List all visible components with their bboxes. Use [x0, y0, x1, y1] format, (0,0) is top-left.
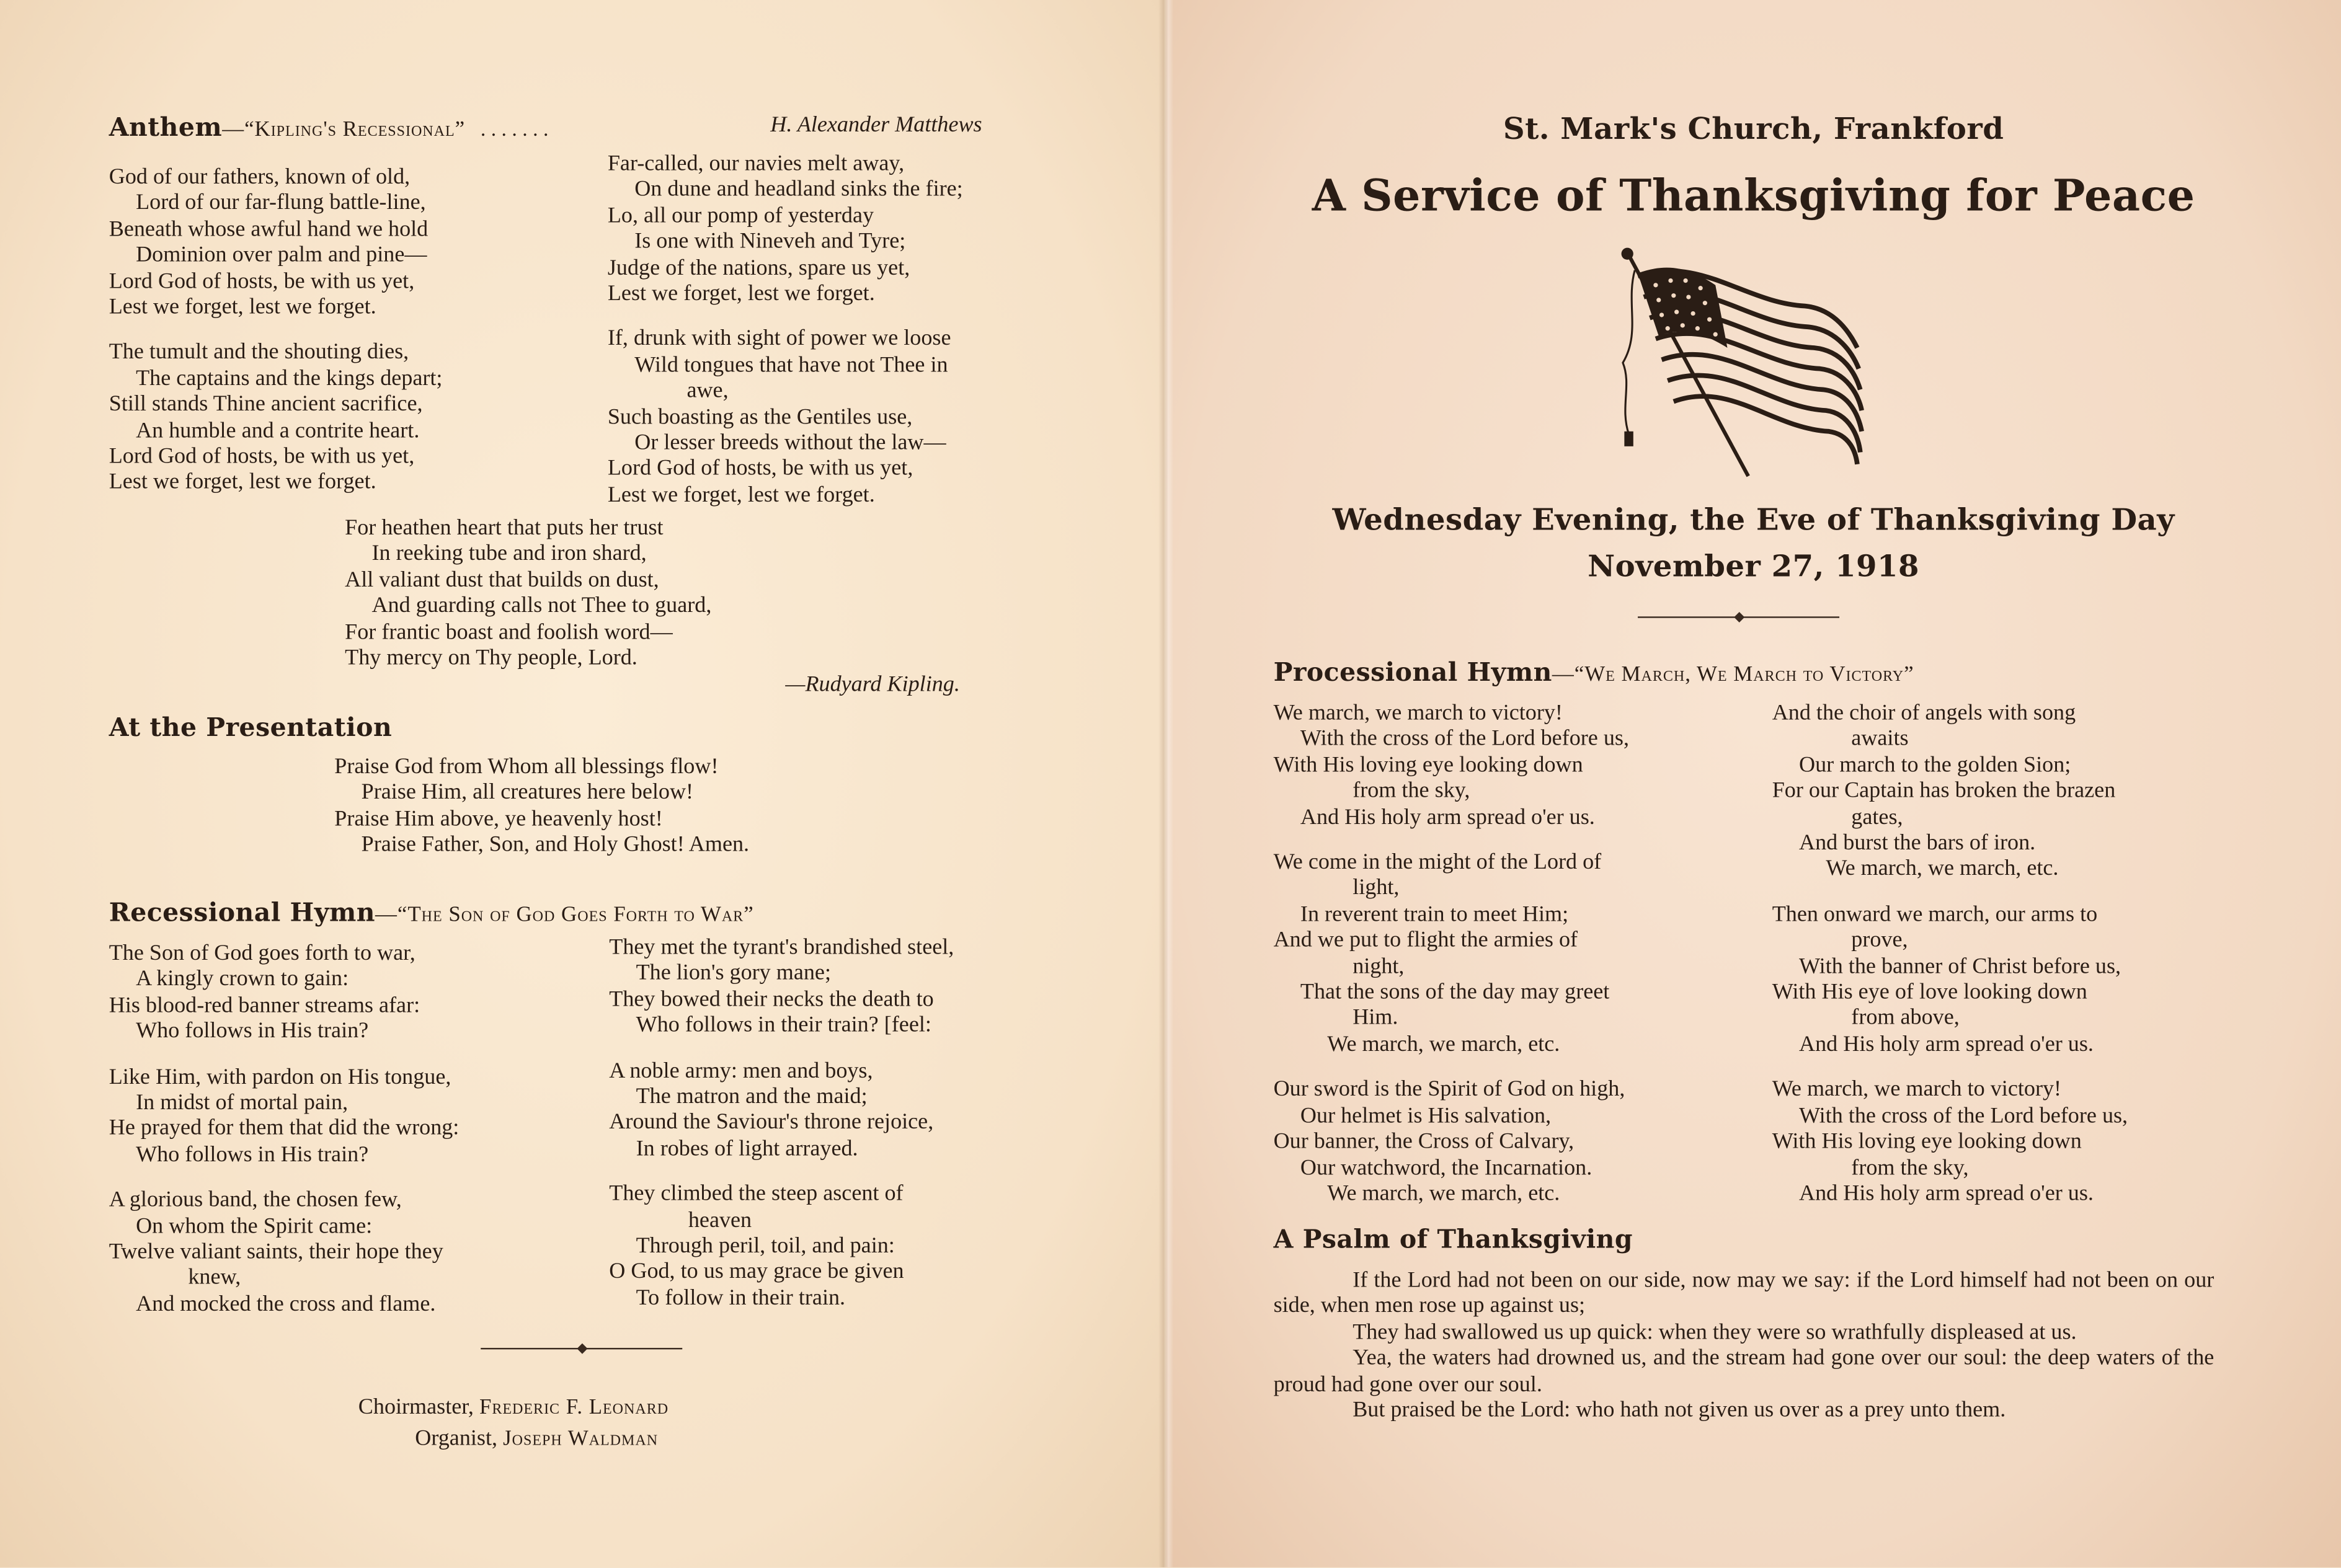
leader-dots: . . . . . . .	[480, 119, 549, 142]
verse-line: The tumult and the shouting dies,	[109, 340, 409, 365]
verse-line: A glorious band, the chosen few,	[109, 1188, 402, 1213]
recessional-label: Recessional Hymn	[109, 898, 375, 929]
verse-line: The Son of God goes forth to war,	[109, 942, 415, 966]
verse-line: They climbed the steep ascent of	[609, 1182, 904, 1207]
american-flag-icon	[1611, 243, 1868, 482]
verse-line: Our helmet is His salvation,	[1300, 1104, 1552, 1128]
verse-line: All valiant dust that builds on dust,	[345, 568, 659, 593]
verse-line: Judge of the nations, spare us yet,	[607, 256, 910, 280]
verse-line: They bowed their necks the death to	[609, 988, 934, 1012]
verse-line: Lord God of hosts, be with us yet,	[109, 445, 415, 469]
verse-line: Who follows in His train?	[136, 1143, 369, 1167]
verse-line: The captains and the kings depart;	[136, 366, 443, 391]
verse-line: With His loving eye looking down	[1273, 753, 1583, 777]
verse-line: Around the Saviour's throne rejoice,	[609, 1111, 934, 1135]
stanza	[1772, 903, 2128, 1058]
verse-line: Dominion over palm and pine—	[136, 243, 427, 268]
verse-line: He prayed for them that did the wrong:	[109, 1117, 460, 1141]
stanza	[334, 755, 749, 859]
verse-line: Our banner, the Cross of Calvary,	[1273, 1130, 1575, 1154]
stanza	[1274, 1078, 1629, 1208]
divider	[1638, 616, 1839, 618]
verse-line: We march, we march, etc.	[1327, 1032, 1560, 1057]
verse-line: awe,	[686, 379, 729, 404]
anthem-column-2	[608, 153, 963, 529]
stanza	[608, 153, 963, 308]
verse-line: prove,	[1851, 929, 1908, 953]
verse-line: Lord God of hosts, be with us yet,	[607, 457, 913, 482]
stanza	[609, 1059, 954, 1163]
anthem-heading	[109, 113, 549, 143]
verse-line: awaits	[1851, 727, 1909, 751]
verse-line: We march, we march to victory!	[1273, 701, 1563, 726]
verse-line: night,	[1353, 954, 1405, 979]
verse-line: Through peril, toil, and pain:	[636, 1234, 895, 1259]
church-name: St. Mark's Church, Frankford	[1503, 110, 2004, 146]
verse-line: gates,	[1851, 805, 1903, 830]
stanza	[1274, 851, 1629, 1058]
verse-line: With the banner of Christ before us,	[1799, 954, 2121, 979]
verse-line: For our Captain has broken the brazen	[1772, 779, 2116, 804]
stanza	[608, 327, 963, 509]
verse-line: On whom the Spirit came:	[136, 1214, 373, 1239]
verse-line: In midst of mortal pain,	[136, 1091, 349, 1115]
verse-line: O God, to us may grace be given	[609, 1260, 904, 1285]
page-fold	[1158, 0, 1173, 1567]
verse-line: from the sky,	[1353, 779, 1470, 804]
verse-line: With the cross of the Lord before us,	[1799, 1104, 2128, 1128]
stanza	[109, 1065, 460, 1169]
verse-line: A noble army: men and boys,	[609, 1059, 873, 1083]
verse-line: We march, we march, etc.	[1826, 857, 2059, 882]
verse-line: Thy mercy on Thy people, Lord.	[345, 646, 637, 671]
doxology	[334, 755, 749, 879]
verse-line: With the cross of the Lord before us,	[1300, 727, 1629, 751]
organist-credit	[415, 1427, 658, 1453]
processional-title: —“We March, We March to Victory”	[1552, 662, 1914, 687]
service-subtitle: Wednesday Evening, the Eve of Thanksgiving Day	[1332, 501, 2175, 538]
verse-line: Beneath whose awful hand we hold	[109, 218, 429, 242]
processional-column-2	[1772, 702, 2128, 1228]
recessional-title: —“The Son of God Goes Forth to War”	[375, 903, 754, 928]
verse-line: And His holy arm spread o'er us.	[1799, 1032, 2094, 1057]
verse-line: Wild tongues that have not Thee in	[634, 353, 948, 378]
organist-name: Joseph Waldman	[503, 1427, 659, 1451]
psalm-verse: They had swallowed us up quick: when they were so wrathfully displeased at us.	[1353, 1321, 2077, 1345]
divider	[481, 1348, 682, 1349]
verse-line: If, drunk with sight of power we loose	[607, 327, 951, 352]
verse-line: With His loving eye looking down	[1772, 1130, 2082, 1154]
processional-column-1	[1274, 702, 1629, 1228]
verse-line: His blood-red banner streams afar:	[109, 993, 420, 1018]
verse-line: In robes of light arrayed.	[636, 1137, 858, 1161]
psalm-verse: But praised be the Lord: who hath not given us over as a prey unto them.	[1353, 1398, 2006, 1423]
verse-line: knew,	[188, 1266, 241, 1291]
verse-line: With His eye of love looking down	[1772, 980, 2087, 1005]
stanza	[109, 166, 443, 321]
verse-line: God of our fathers, known of old,	[109, 166, 411, 190]
verse-line: That the sons of the day may greet	[1300, 980, 1610, 1005]
choirmaster-credit	[358, 1396, 669, 1421]
stanza	[1274, 702, 1629, 832]
attribution: —Rudyard Kipling.	[785, 673, 960, 698]
verse-line: Praise Father, Son, and Holy Ghost! Amen.	[361, 833, 750, 857]
verse-line: Our sword is the Spirit of God on high,	[1273, 1078, 1625, 1102]
verse-line: Lord of our far-flung battle-line,	[136, 192, 426, 216]
left-page	[0, 0, 1166, 1567]
psalm-verse: If the Lord had not been on our side, now may we say: if the Lord himself had not been on our side, when men rose up against us;	[1273, 1269, 2214, 1319]
verse-line: Still stands Thine ancient sacrifice,	[109, 392, 423, 417]
verse-line: Lest we forget, lest we forget.	[109, 471, 376, 495]
verse-line: Or lesser breeds without the law—	[634, 431, 946, 456]
verse-line: from the sky,	[1851, 1156, 1969, 1180]
verse-line: Like Him, with pardon on His tongue,	[109, 1065, 451, 1089]
psalm-verse: Yea, the waters had drowned us, and the stream had gone over our soul: the deep waters of the proud had gone over our soul.	[1273, 1347, 2214, 1397]
composer: H. Alexander Matthews	[770, 113, 982, 138]
verse-line: And mocked the cross and flame.	[136, 1292, 436, 1317]
verse-line: We come in the might of the Lord of	[1273, 851, 1602, 875]
verse-line: And burst the bars of iron.	[1799, 831, 2036, 856]
processional-heading	[1274, 658, 1914, 688]
recessional-column-2	[609, 936, 954, 1332]
verse-line: On dune and headland sinks the fire;	[634, 178, 963, 202]
stanza	[109, 1189, 460, 1319]
verse-line: For frantic boast and foolish word—	[345, 620, 673, 645]
verse-line: And guarding calls not Thee to guard,	[371, 594, 712, 619]
stanza	[609, 936, 954, 1040]
verse-line: The lion's gory mane;	[636, 962, 831, 986]
verse-line: In reeking tube and iron shard,	[371, 542, 647, 567]
verse-line: Our march to the golden Sion;	[1799, 753, 2071, 777]
verse-line: Praise Him, all creatures here below!	[361, 781, 694, 805]
verse-line: And His holy arm spread o'er us.	[1300, 805, 1595, 830]
verse-line: from above,	[1851, 1006, 1960, 1031]
anthem-column-1	[109, 166, 443, 516]
verse-line: To follow in their train.	[636, 1286, 846, 1311]
verse-line: Far-called, our navies melt away,	[607, 152, 905, 177]
verse-line: And we put to flight the armies of	[1273, 929, 1578, 953]
verse-line: Who follows in their train? [feel:	[636, 1014, 931, 1038]
verse-line: Lest we forget, lest we forget.	[607, 282, 875, 306]
verse-line: light,	[1353, 877, 1400, 901]
verse-line: Lo, all our pomp of yesterday	[607, 204, 874, 228]
verse-line: Lest we forget, lest we forget.	[109, 295, 376, 320]
verse-line: Lest we forget, lest we forget.	[607, 483, 875, 508]
service-date: November 27, 1918	[1588, 547, 1920, 584]
verse-line: Then onward we march, our arms to	[1772, 903, 2098, 927]
stanza	[109, 341, 443, 497]
verse-line: For heathen heart that puts her trust	[345, 516, 664, 541]
verse-line: Is one with Nineveh and Tyre;	[634, 230, 906, 254]
verse-line: They met the tyrant's brandished steel,	[609, 936, 954, 960]
choirmaster-name: Frederic F. Leonard	[479, 1396, 669, 1420]
stanza	[1772, 1078, 2128, 1208]
stanza	[345, 516, 711, 672]
recessional-column-1	[109, 942, 460, 1338]
psalm-text	[1274, 1269, 2214, 1424]
verse-line: heaven	[688, 1208, 752, 1233]
verse-line: Lord God of hosts, be with us yet,	[109, 269, 415, 294]
verse-line: An humble and a contrite heart.	[136, 419, 420, 443]
verse-line: The matron and the maid;	[636, 1085, 868, 1109]
verse-line: A kingly crown to gain:	[136, 968, 349, 992]
recessional-heading	[109, 898, 754, 928]
choirmaster-label: Choirmaster,	[358, 1396, 474, 1420]
stanza	[109, 942, 460, 1046]
verse-line: We march, we march to victory!	[1772, 1078, 2062, 1102]
verse-line: In reverent train to meet Him;	[1300, 903, 1569, 927]
verse-line: Such boasting as the Gentiles use,	[607, 405, 913, 430]
verse-line: And His holy arm spread o'er us.	[1799, 1182, 2094, 1207]
presentation-heading: At the Presentation	[109, 713, 393, 743]
verse-line: And the choir of angels with song	[1772, 701, 2076, 726]
processional-label: Processional Hymn	[1273, 658, 1552, 688]
verse-line: Him.	[1353, 1006, 1398, 1031]
anthem-final-stanza	[345, 516, 711, 692]
psalm-heading: A Psalm of Thanksgiving	[1273, 1225, 1633, 1256]
stanza	[609, 1182, 954, 1313]
service-title: A Service of Thanksgiving for Peace	[1312, 170, 2195, 221]
verse-line: Praise God from Whom all blessings flow!	[334, 755, 719, 779]
verse-line: We march, we march, etc.	[1327, 1182, 1560, 1207]
verse-line: Who follows in His train?	[136, 1019, 369, 1044]
anthem-label: Anthem	[109, 113, 223, 144]
verse-line: Praise Him above, ye heavenly host!	[334, 807, 663, 831]
organist-label: Organist,	[415, 1427, 498, 1451]
verse-line: Our watchword, the Incarnation.	[1300, 1156, 1593, 1180]
anthem-title: —“Kipling's Recessional”	[222, 118, 466, 142]
stanza	[1772, 702, 2128, 884]
verse-line: Twelve valiant saints, their hope they	[109, 1240, 443, 1265]
